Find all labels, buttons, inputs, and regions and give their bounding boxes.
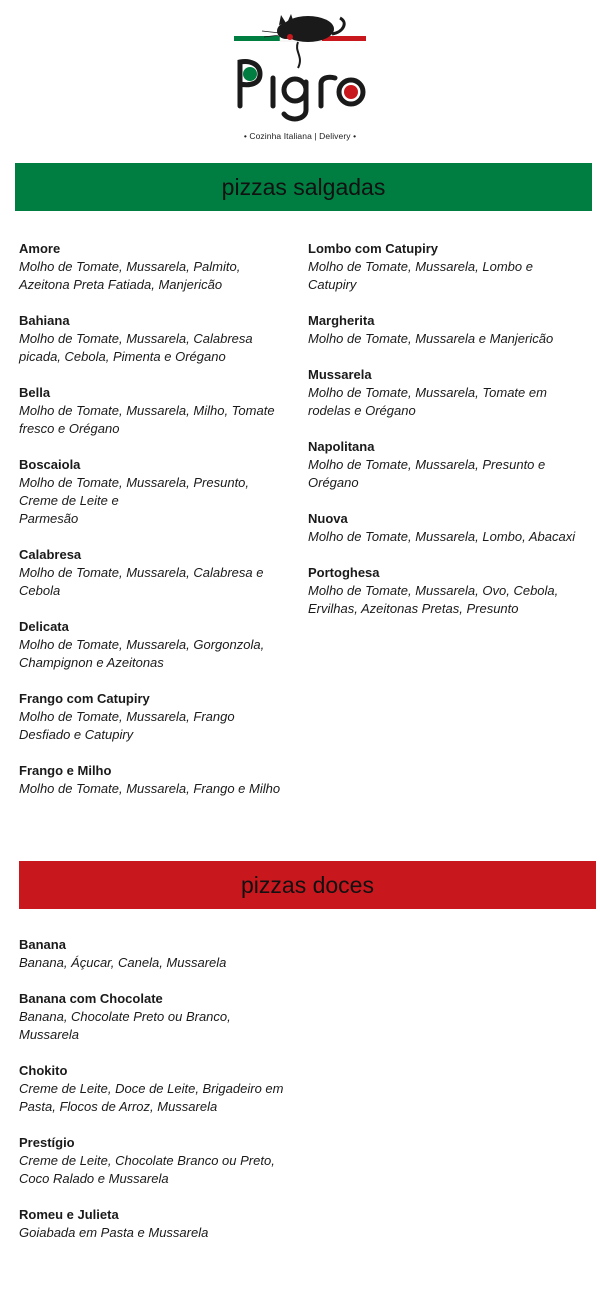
menu-item-name: Romeu e Julieta <box>19 1207 119 1222</box>
green-dot-icon <box>243 67 257 81</box>
menu-item-description: Molho de Tomate, Mussarela, Calabresa picada, Cebola, Pimenta e Orégano <box>19 331 253 364</box>
menu-item <box>19 762 289 798</box>
menu-item-name: Mussarela <box>308 367 372 382</box>
brand-tagline: • Cozinha Italiana | Delivery • <box>243 131 357 141</box>
menu-item-description: Goiabada em Pasta e Mussarela <box>19 1225 209 1240</box>
menu-item-name: Calabresa <box>19 547 82 562</box>
menu-item-description: Molho de Tomate, Mussarela, Frango e Milho <box>19 781 281 796</box>
salgadas-right-column <box>308 240 578 636</box>
menu-item-name: Delicata <box>19 619 69 634</box>
menu-item <box>308 240 578 294</box>
menu-item-description: Molho de Tomate, Mussarela, Tomate em rodelas e Orégano <box>308 385 547 418</box>
menu-item-name: Portoghesa <box>308 565 380 580</box>
menu-item-name: Frango com Catupiry <box>19 691 150 706</box>
menu-item <box>19 1134 294 1188</box>
menu-item-description: Creme de Leite, Doce de Leite, Brigadeiro em Pasta, Flocos de Arroz, Mussarela <box>19 1081 284 1114</box>
doces-column <box>19 936 294 1260</box>
menu-item <box>19 1062 294 1116</box>
section-title-salgadas: pizzas salgadas <box>221 173 386 200</box>
menu-item <box>19 690 289 744</box>
menu-item <box>308 312 578 348</box>
menu-item <box>19 312 289 366</box>
brand-logo <box>228 12 372 147</box>
menu-item-name: Frango e Milho <box>19 763 112 778</box>
letter-g-icon <box>284 79 306 119</box>
menu-item-description: Molho de Tomate, Mussarela, Lombo e Catupiry <box>308 259 533 292</box>
menu-item-description: Molho de Tomate, Mussarela e Manjericão <box>308 331 554 346</box>
menu-item-description: Molho de Tomate, Mussarela, Palmito, Azeitona Preta Fatiada, Manjericão <box>19 259 241 292</box>
menu-item-description: Banana, Chocolate Preto ou Branco, Mussarela <box>19 1009 231 1042</box>
menu-item-description: Creme de Leite, Chocolate Branco ou Preto, Coco Ralado e Mussarela <box>19 1153 275 1186</box>
menu-item-description: Molho de Tomate, Mussarela, Presunto e Orégano <box>308 457 546 490</box>
letter-r-icon <box>321 77 335 106</box>
section-header-doces <box>19 861 596 909</box>
menu-item <box>308 366 578 420</box>
menu-item-description: Molho de Tomate, Mussarela, Lombo, Abacaxi <box>308 529 576 544</box>
menu-item-name: Margherita <box>308 313 375 328</box>
menu-item-name: Amore <box>19 241 61 256</box>
menu-item-name: Lombo com Catupiry <box>308 241 439 256</box>
section-header-salgadas <box>15 163 592 211</box>
menu-item-description: Molho de Tomate, Mussarela, Milho, Tomate fresco e Orégano <box>19 403 275 436</box>
menu-item <box>19 936 294 972</box>
flag-green-stripe <box>234 36 280 41</box>
menu-item <box>19 618 289 672</box>
menu-item-description: Molho de Tomate, Mussarela, Gorgonzola, Champignon e Azeitonas <box>19 637 265 670</box>
menu-item-name: Bella <box>19 385 51 400</box>
menu-item-description: Molho de Tomate, Mussarela, Ovo, Cebola, Ervilhas, Azeitonas Pretas, Presunto <box>308 583 559 616</box>
red-dot-icon <box>344 85 358 99</box>
menu-item <box>19 456 289 528</box>
menu-item-name: Boscaiola <box>19 457 81 472</box>
menu-item <box>19 546 289 600</box>
pigro-logo-icon <box>228 12 372 132</box>
menu-item <box>308 438 578 492</box>
menu-item-name: Bahiana <box>19 313 70 328</box>
menu-item <box>308 510 578 546</box>
menu-item-description: Molho de Tomate, Mussarela, Calabresa e Cebola <box>19 565 264 598</box>
section-title-doces: pizzas doces <box>241 871 374 898</box>
menu-item-description: Molho de Tomate, Mussarela, Presunto, Creme de Leite e Parmesão <box>19 475 250 526</box>
menu-item-name: Chokito <box>19 1063 68 1078</box>
menu-item-name: Banana com Chocolate <box>19 991 163 1006</box>
salgadas-left-column <box>19 240 289 816</box>
menu-item-name: Prestígio <box>19 1135 75 1150</box>
menu-item <box>19 1206 294 1242</box>
menu-item-description: Banana, Áçucar, Canela, Mussarela <box>19 955 227 970</box>
menu-item-name: Napolitana <box>308 439 375 454</box>
menu-item-name: Nuova <box>308 511 348 526</box>
menu-item <box>19 240 289 294</box>
menu-item <box>308 564 578 618</box>
menu-item-description: Molho de Tomate, Mussarela, Frango Desfiado e Catupiry <box>19 709 235 742</box>
menu-item <box>19 990 294 1044</box>
menu-item-name: Banana <box>19 937 66 952</box>
menu-item <box>19 384 289 438</box>
